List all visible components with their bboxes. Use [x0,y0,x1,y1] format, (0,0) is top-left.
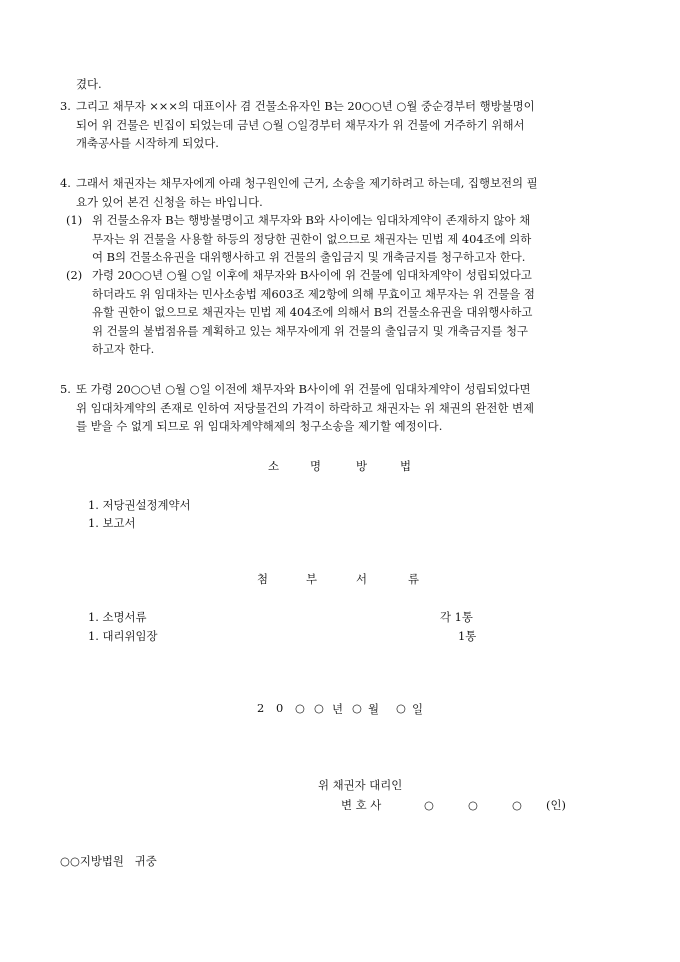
continuation-text: 겼다. [76,77,102,91]
paragraph-4-line: 요가 있어 본건 신청을 하는 바입니다. [76,194,263,209]
attachments-heading-char: 서 [356,572,368,586]
evidence-item: 1. 저당권설정계약서 [88,498,191,512]
attachment-item-qty: 각 1통 [440,610,473,624]
date-char: 2 [257,701,265,715]
subparagraph-1 [92,211,622,267]
date-char: 0 [276,701,284,715]
evidence-heading-char: 법 [400,459,412,473]
date-char: ○ [314,701,324,715]
paragraph-3 [76,97,622,153]
paragraph-3-number: 3. [60,99,71,113]
subparagraph-1-number: (1) [66,213,83,227]
subparagraph-2-line: 가령 20○○년 ○월 ○일 이후에 채무자와 B사이에 위 건물에 임대차계약이 성립되었다고 [92,268,532,282]
subparagraph-2-line: 유할 권한이 없으므로 채권자는 민법 제 404조에 의해서 B의 건물소유권을 대위행사하고 [92,305,533,319]
date-char: 일 [412,702,424,716]
creditor-agent-label: 위 채권자 대리인 [318,778,403,792]
subparagraph-2-line: 하더라도 위 임대차는 민사소송법 제603조 제2항에 의해 무효이고 채무자는 위 건물을 점 [92,286,535,301]
paragraph-4-line: 그래서 채권자는 채무자에게 아래 청구원인에 근거, 소송을 제기하려고 하는데, 집행보전의 필 [76,176,538,190]
attachment-item-qty: 1통 [458,629,477,643]
evidence-heading-char: 명 [310,459,322,473]
paragraph-5-line: 를 받을 수 없게 되므로 위 임대차계약해제의 청구소송을 제기할 예정이다. [76,419,443,433]
paragraph-5-number: 5. [60,382,71,396]
evidence-item: 1. 보고서 [88,516,136,530]
paragraph-3-line: 그리고 채무자 ×××의 대표이사 겸 건물소유자인 B는 20○○년 ○월 중순경부터 행방불명이 [76,99,535,113]
subparagraph-2-line: 하고자 한다. [92,342,155,356]
attachments-heading-char: 류 [408,572,420,586]
paragraph-5 [76,380,622,436]
paragraph-5-line: 또 가령 20○○년 ○월 ○일 이전에 채무자와 B사이에 위 건물에 임대차계약이 성립되었다면 [76,382,531,396]
subparagraph-1-line: 무자는 위 건물을 사용할 하등의 정당한 권한이 없으므로 채권자는 민법 제 404조에 의하 [92,231,532,246]
paragraph-3-line: 되어 위 건물은 빈집이 되었는데 금년 ○월 ○일경부터 채무자가 위 건물에 거주하기 위해서 [76,117,525,132]
attorney-name-mark: ○ [468,798,478,812]
attorney-title: 변 호 사 [341,798,382,812]
paragraph-4-number: 4. [60,176,71,190]
date-char: 년 [332,702,344,716]
date-char: ○ [396,701,406,715]
attorney-name-mark: ○ [424,798,434,812]
attachments-heading-char: 첨 [257,572,269,586]
attorney-name-mark: ○ [512,798,522,812]
paragraph-5-line: 위 임대차계약의 존재로 인하여 저당물건의 가격이 하락하고 채권자는 위 채권의 완전한 변제 [76,400,534,415]
paragraph-4 [76,174,622,211]
subparagraph-2-line: 위 건물의 불법점유를 계획하고 있는 채무자에게 위 건물의 출입금지 및 개축금지를 청구 [92,323,528,338]
attachment-item-label: 1. 대리위임장 [88,629,158,643]
seal-mark: (인) [546,798,566,812]
date-char: 월 [368,702,380,716]
subparagraph-1-line: 위 건물소유자 B는 행방불명이고 채무자와 B와 사이에는 임대차계약이 존재하지 않아 채 [92,213,531,227]
date-char: ○ [295,701,305,715]
evidence-heading-char: 소 [268,459,280,473]
attachments-heading-char: 부 [306,572,318,586]
subparagraph-2 [92,266,622,359]
date-char: ○ [352,701,362,715]
court-addressee: ○○지방법원 귀중 [60,854,157,868]
attachment-item-label: 1. 소명서류 [88,610,147,624]
subparagraph-2-number: (2) [66,268,83,282]
evidence-heading-char: 방 [356,459,368,473]
subparagraph-1-line: 여 B의 건물소유권을 대위행사하고 위 건물의 출입금지 및 개축금지를 청구하고자 한다. [92,250,526,264]
paragraph-3-line: 개축공사를 시작하게 되었다. [76,136,219,150]
